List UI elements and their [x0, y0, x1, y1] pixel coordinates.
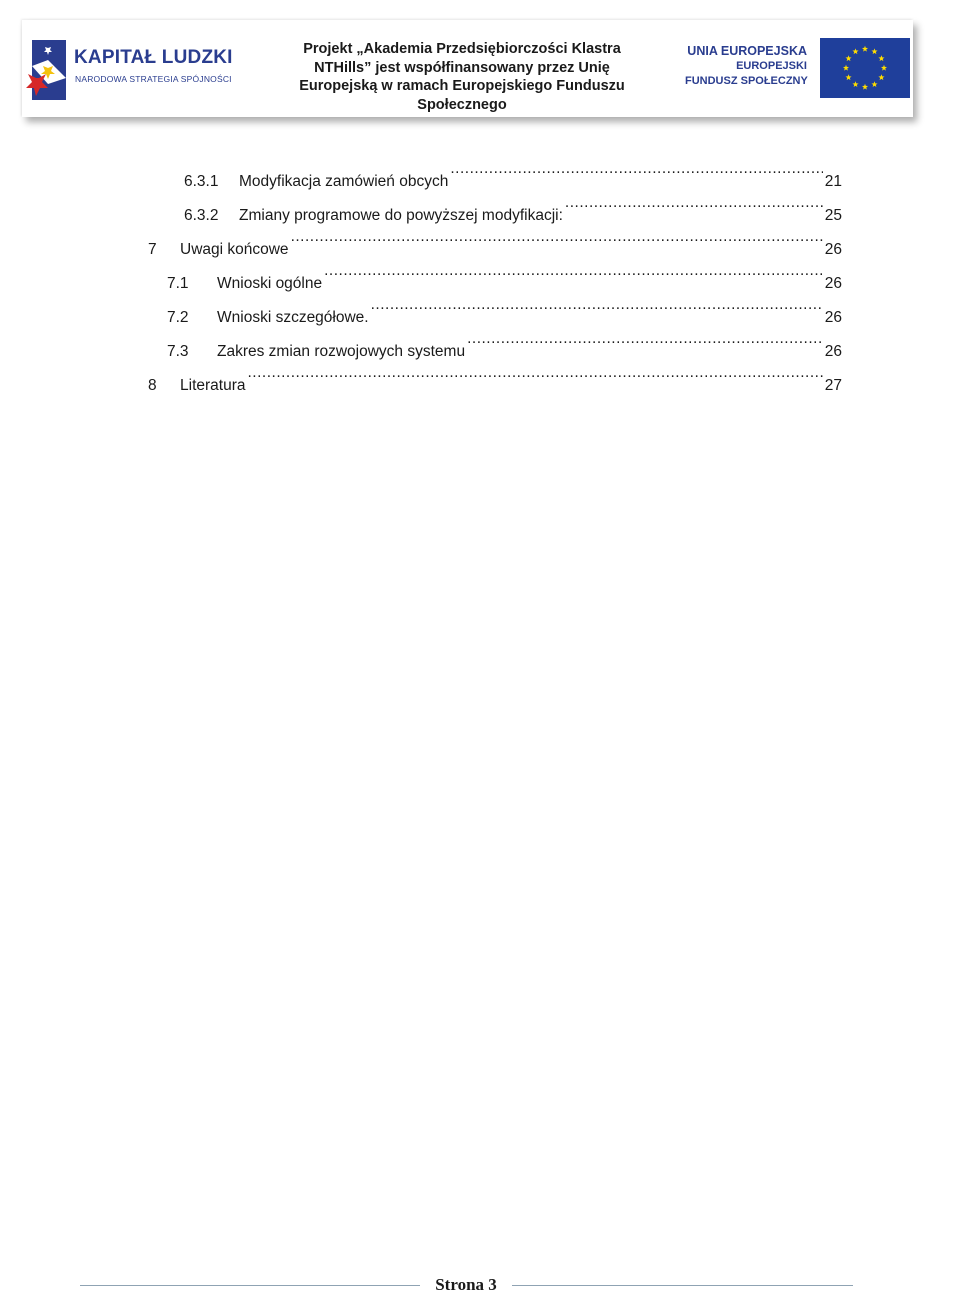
toc-entry-title: Zakres zmian rozwojowych systemu: [217, 343, 466, 360]
kapital-ludzki-name: KAPITAŁ LUDZKI: [74, 47, 233, 68]
toc-entry[interactable]: [184, 152, 842, 190]
toc-entry-title: Zmiany programowe do powyższej modyfikacji:: [239, 207, 563, 224]
toc-entry-number: 8: [148, 377, 157, 394]
toc-entry-title: Wnioski szczegółowe.: [217, 309, 369, 326]
toc-entry[interactable]: [167, 254, 842, 292]
page-footer: [80, 1272, 853, 1298]
toc-dot-leader: [565, 186, 823, 220]
toc-entry-title: Uwagi końcowe: [180, 241, 289, 258]
project-line: Społecznego: [417, 96, 507, 113]
toc-entry-number: 6.3.2: [184, 207, 219, 224]
toc-dot-leader: [450, 152, 822, 186]
project-line: Europejską w ramach Europejskiego Funduszu: [299, 78, 625, 94]
toc-entry[interactable]: [148, 356, 842, 394]
eu-line-1: UNIA EUROPEJSKA: [687, 44, 807, 58]
header-banner: [22, 20, 913, 117]
project-line: NTHills” jest współfinansowany przez Unię: [314, 59, 610, 76]
toc-entry-title: Literatura: [180, 377, 246, 394]
toc-entry-number: 6.3.1: [184, 173, 219, 190]
toc-entry[interactable]: [184, 186, 842, 224]
toc-entry-number: 7.1: [167, 275, 189, 292]
toc-dot-leader: [467, 322, 823, 356]
toc-entry-title: Modyfikacja zamówień obcych: [239, 173, 449, 190]
toc-dot-leader: [324, 254, 823, 288]
project-line: Projekt „Akademia Przedsiębiorczości Klastra: [303, 41, 621, 57]
toc-entry-page: 26: [824, 343, 842, 360]
footer-divider-right: [512, 1285, 853, 1286]
eu-fund-label: [685, 44, 807, 89]
toc-entry[interactable]: [167, 322, 842, 360]
toc-entry[interactable]: [167, 288, 842, 326]
eu-line-3: FUNDUSZ SPOŁECZNY: [685, 75, 808, 87]
toc-entry-title: Wnioski ogólne: [217, 275, 323, 292]
toc-entry-number: 7.2: [167, 309, 189, 326]
page-number: Strona 3: [435, 1275, 497, 1294]
kapital-ludzki-logo: [22, 30, 237, 110]
toc-entry-page: 26: [824, 241, 842, 258]
toc-entry-page: 26: [824, 309, 842, 326]
toc-entry-page: 26: [824, 275, 842, 292]
toc-dot-leader: [247, 356, 822, 390]
eu-line-2: EUROPEJSKI: [736, 60, 807, 72]
toc-entry-page: 25: [824, 207, 842, 224]
toc-dot-leader: [291, 220, 823, 254]
toc-entry[interactable]: [148, 220, 842, 258]
toc-entry-number: 7: [148, 241, 157, 258]
toc-entry-page: 21: [824, 173, 842, 190]
eu-flag-icon: [820, 38, 910, 98]
kapital-ludzki-subtitle: NARODOWA STRATEGIA SPÓJNOŚCI: [75, 74, 232, 84]
toc-dot-leader: [371, 288, 823, 322]
toc-entry-page: 27: [824, 377, 842, 394]
project-statement: [277, 40, 647, 114]
footer-divider-left: [80, 1285, 420, 1286]
toc-entry-number: 7.3: [167, 343, 189, 360]
